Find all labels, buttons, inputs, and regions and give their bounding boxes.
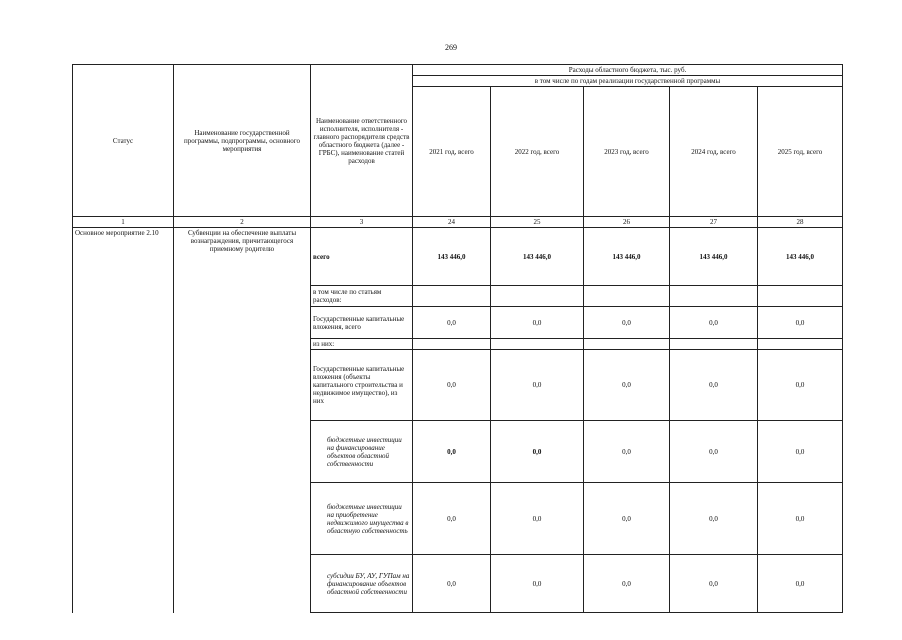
row-value [584, 286, 670, 307]
row-value: 0,0 [670, 555, 758, 613]
header-executor: Наименование ответственного исполнителя, исполнителя - главного распорядителя средств областного бюджета (далее - ГРБС), наименование статей расходов [311, 65, 413, 217]
row-value: 0,0 [584, 555, 670, 613]
header-expenses-title: Расходы областного бюджета, тыс. руб. [413, 65, 843, 76]
header-program-name: Наименование государственной программы, подпрограммы, основного мероприятия [174, 65, 311, 217]
row-value: 0,0 [758, 555, 843, 613]
row-value: 0,0 [758, 350, 843, 421]
entry-name: Субвенции на обеспечение выплаты вознаграждения, причитающегося приемному родителю [174, 228, 311, 613]
header-year-2021: 2021 год, всего [413, 87, 491, 217]
row-value: 143 446,0 [491, 228, 584, 286]
row-value: 0,0 [491, 350, 584, 421]
row-label: бюджетные инвестиции на приобретение недвижимого имущества в областную собственность [311, 483, 413, 555]
row-value: 0,0 [413, 483, 491, 555]
column-number: 3 [311, 217, 413, 228]
row-label: Государственные капитальные вложения (объекты капитального строительства и недвижимое имущество), из них [311, 350, 413, 421]
row-value: 0,0 [584, 483, 670, 555]
row-label: Государственные капитальные вложения, всего [311, 307, 413, 339]
row-value [584, 339, 670, 350]
column-number: 28 [758, 217, 843, 228]
row-value: 0,0 [758, 307, 843, 339]
header-status: Статус [73, 65, 174, 217]
header-year-2023: 2023 год, всего [584, 87, 670, 217]
row-value: 0,0 [413, 350, 491, 421]
row-value: 0,0 [491, 307, 584, 339]
row-value: 0,0 [491, 555, 584, 613]
column-number: 2 [174, 217, 311, 228]
column-number: 26 [584, 217, 670, 228]
row-value: 0,0 [670, 483, 758, 555]
row-value: 0,0 [413, 421, 491, 483]
row-value [670, 339, 758, 350]
row-value: 143 446,0 [584, 228, 670, 286]
row-label: в том числе по статьям расходов: [311, 286, 413, 307]
row-value [413, 339, 491, 350]
row-value: 0,0 [491, 421, 584, 483]
row-value [758, 286, 843, 307]
header-year-2022: 2022 год, всего [491, 87, 584, 217]
column-number: 1 [73, 217, 174, 228]
row-value: 0,0 [413, 555, 491, 613]
row-value: 143 446,0 [670, 228, 758, 286]
row-value: 0,0 [584, 350, 670, 421]
row-value [670, 286, 758, 307]
row-value: 143 446,0 [758, 228, 843, 286]
row-value: 0,0 [670, 307, 758, 339]
budget-table [72, 64, 843, 613]
entry-status: Основное мероприятие 2.10 [73, 228, 174, 613]
row-value [758, 339, 843, 350]
header-year-2024: 2024 год, всего [670, 87, 758, 217]
column-number: 24 [413, 217, 491, 228]
row-value: 0,0 [670, 421, 758, 483]
row-value: 0,0 [584, 307, 670, 339]
row-value: 0,0 [670, 350, 758, 421]
header-years-subtitle: в том числе по годам реализации государственной программы [413, 76, 843, 87]
row-value: 0,0 [584, 421, 670, 483]
row-label: бюджетные инвестиции на финансирование объектов областной собственности [311, 421, 413, 483]
row-value [491, 286, 584, 307]
row-value [413, 286, 491, 307]
page-number: 269 [445, 43, 457, 52]
row-label: субсидии БУ, АУ, ГУПам на финансирование объектов областной собственности [311, 555, 413, 613]
row-value [491, 339, 584, 350]
row-value: 143 446,0 [413, 228, 491, 286]
column-number: 25 [491, 217, 584, 228]
row-value: 0,0 [758, 483, 843, 555]
row-value: 0,0 [491, 483, 584, 555]
row-value: 0,0 [758, 421, 843, 483]
row-label: из них: [311, 339, 413, 350]
column-number: 27 [670, 217, 758, 228]
header-year-2025: 2025 год, всего [758, 87, 843, 217]
row-value: 0,0 [413, 307, 491, 339]
row-label: всего [311, 228, 413, 286]
